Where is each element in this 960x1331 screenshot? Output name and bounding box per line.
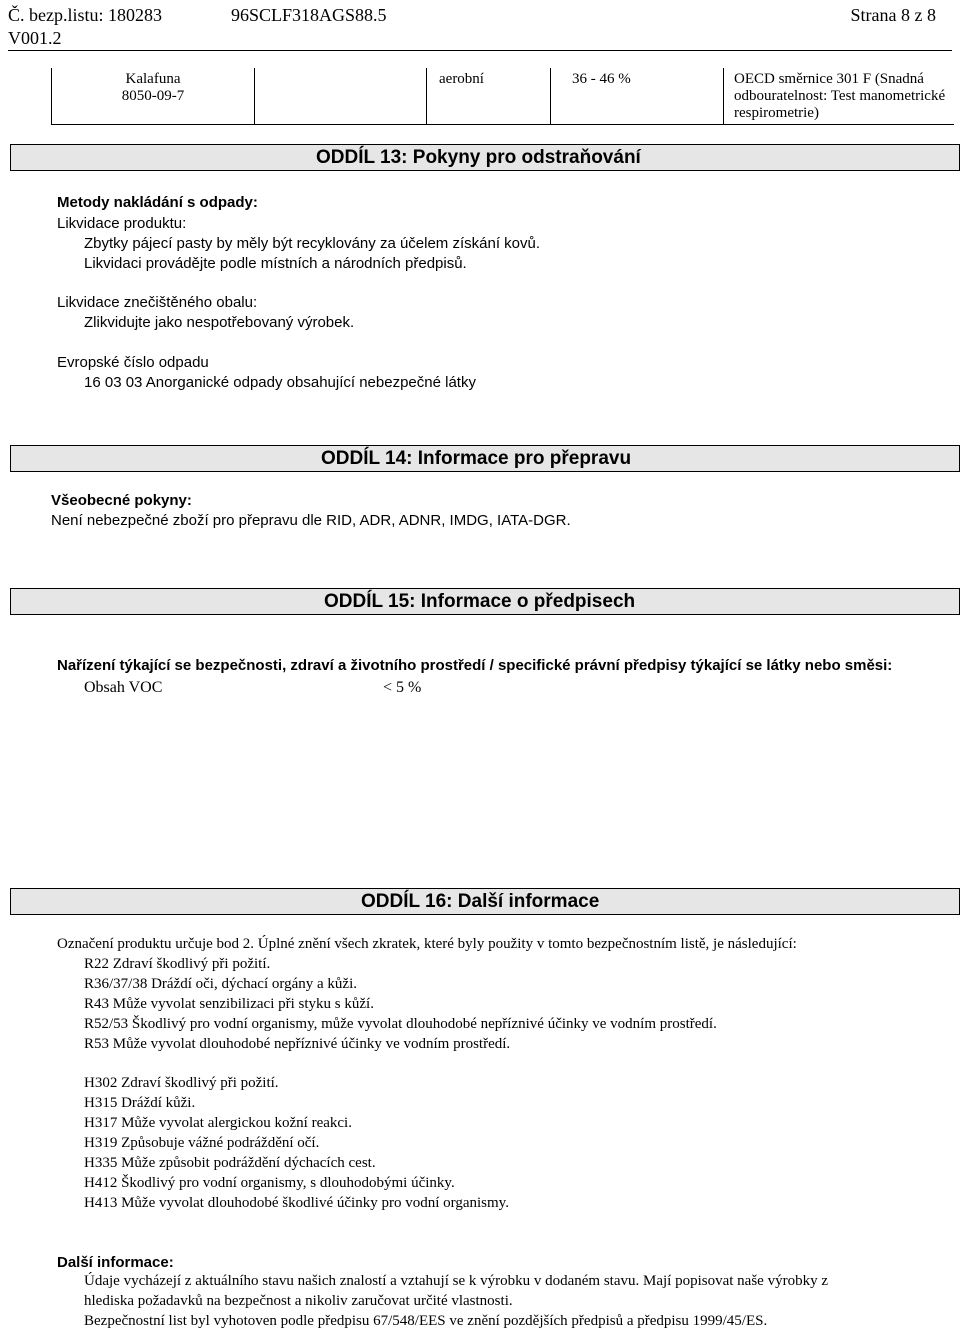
substance-name: Kalafuna bbox=[125, 71, 181, 87]
substance-cell bbox=[52, 71, 254, 105]
biodegradation-table-row bbox=[51, 68, 954, 125]
section-16-title: ODDÍL 16: Další informace bbox=[361, 891, 600, 912]
condition-cell: aerobní bbox=[439, 71, 484, 87]
h-phrase: H319 Způsobuje vážné podráždění očí. bbox=[84, 1135, 320, 1151]
doc-number: Č. bezp.listu: 180283 bbox=[8, 5, 162, 25]
h-phrase: H315 Dráždí kůži. bbox=[84, 1095, 196, 1111]
h-phrase: H335 Může způsobit podráždění dýchacích cest. bbox=[84, 1155, 376, 1171]
method-line: respirometrie) bbox=[734, 105, 819, 121]
table-column-divider bbox=[723, 68, 724, 124]
further-info-line: Údaje vycházejí z aktuálního stavu našich znalostí a vztahují se k výrobku v dodaném stavu. Mají popisovat naše výrobky z bbox=[84, 1273, 828, 1289]
packaging-disposal-line: Zlikvidujte jako nespotřebovaný výrobek. bbox=[84, 314, 355, 331]
method-line: OECD směrnice 301 F (Snadná bbox=[734, 71, 924, 87]
regulation-heading: Nařízení týkající se bezpečnosti, zdraví a životního prostředí / specifické právní předpisy týkající se látky nebo směsi: bbox=[57, 657, 893, 674]
r-phrase: R22 Zdraví škodlivý při požití. bbox=[84, 956, 271, 972]
abbreviations-intro: Označení produktu určuje bod 2. Úplné znění všech zkratek, které byly použity v tomto bezpečnostním listě, je následující: bbox=[57, 936, 797, 952]
h-phrase: H413 Může vyvolat dlouhodobé škodlivé účinky pro vodní organismy. bbox=[84, 1195, 509, 1211]
transport-statement: Není nebezpečné zboží pro přepravu dle RID, ADR, ADNR, IMDG, IATA-DGR. bbox=[51, 512, 571, 529]
product-disposal-line: Zbytky pájecí pasty by měly být recyklovány za účelem získání kovů. bbox=[84, 235, 541, 252]
h-phrase: H317 Může vyvolat alergickou kožní reakci. bbox=[84, 1115, 352, 1131]
version: V001.2 bbox=[8, 28, 62, 48]
waste-code-label: Evropské číslo odpadu bbox=[57, 354, 209, 371]
method-line: odbouratelnost: Test manometrické bbox=[734, 88, 946, 104]
section-15-banner bbox=[10, 588, 960, 615]
further-info-line: hlediska požadavků na bezpečnost a nikoliv zaručovat určité vlastnosti. bbox=[84, 1293, 513, 1309]
table-column-divider bbox=[254, 68, 255, 124]
header-divider bbox=[8, 50, 952, 51]
further-info-heading: Další informace: bbox=[57, 1254, 174, 1271]
section-13-title: ODDÍL 13: Pokyny pro odstraňování bbox=[316, 147, 641, 168]
h-phrase: H412 Škodlivý pro vodní organismy, s dlouhodobými účinky. bbox=[84, 1175, 455, 1191]
r-phrase: R43 Může vyvolat senzibilizaci při styku s kůží. bbox=[84, 996, 374, 1012]
result-cell: 36 - 46 % bbox=[572, 71, 631, 87]
table-column-divider bbox=[426, 68, 427, 124]
methods-heading: Metody nakládání s odpady: bbox=[57, 194, 258, 211]
section-14-title: ODDÍL 14: Informace pro přepravu bbox=[321, 448, 632, 469]
product-code: 96SCLF318AGS88.5 bbox=[231, 5, 387, 25]
voc-value: < 5 % bbox=[383, 679, 422, 696]
substance-cas: 8050-09-7 bbox=[121, 88, 185, 104]
section-13-banner bbox=[10, 144, 960, 171]
section-16-banner bbox=[10, 888, 960, 915]
waste-code-line: 16 03 03 Anorganické odpady obsahující nebezpečné látky bbox=[84, 374, 476, 391]
voc-label: Obsah VOC bbox=[84, 679, 163, 696]
section-14-banner bbox=[10, 445, 960, 472]
section-15-title: ODDÍL 15: Informace o předpisech bbox=[324, 591, 636, 612]
packaging-disposal-label: Likvidace znečištěného obalu: bbox=[57, 294, 258, 311]
r-phrase: R53 Může vyvolat dlouhodobé nepříznivé účinky ve vodním prostředí. bbox=[84, 1036, 511, 1052]
product-disposal-line: Likvidaci provádějte podle místních a národních předpisů. bbox=[84, 255, 467, 272]
table-column-divider bbox=[550, 68, 551, 124]
method-cell bbox=[734, 71, 945, 122]
h-phrase: H302 Zdraví škodlivý při požití. bbox=[84, 1075, 279, 1091]
r-phrase: R52/53 Škodlivý pro vodní organismy, může vyvolat dlouhodobé nepříznivé účinky ve vodním prostředí. bbox=[84, 1016, 717, 1032]
product-disposal-label: Likvidace produktu: bbox=[57, 215, 187, 232]
further-info-line: Bezpečnostní list byl vyhotoven podle předpisu 67/548/EES ve znění pozdějších předpisů a předpisu 1999/45/ES. bbox=[84, 1313, 768, 1329]
r-phrase: R36/37/38 Dráždí oči, dýchací orgány a kůži. bbox=[84, 976, 357, 992]
general-guidance-heading: Všeobecné pokyny: bbox=[51, 492, 192, 509]
page-number: Strana 8 z 8 bbox=[850, 5, 936, 25]
